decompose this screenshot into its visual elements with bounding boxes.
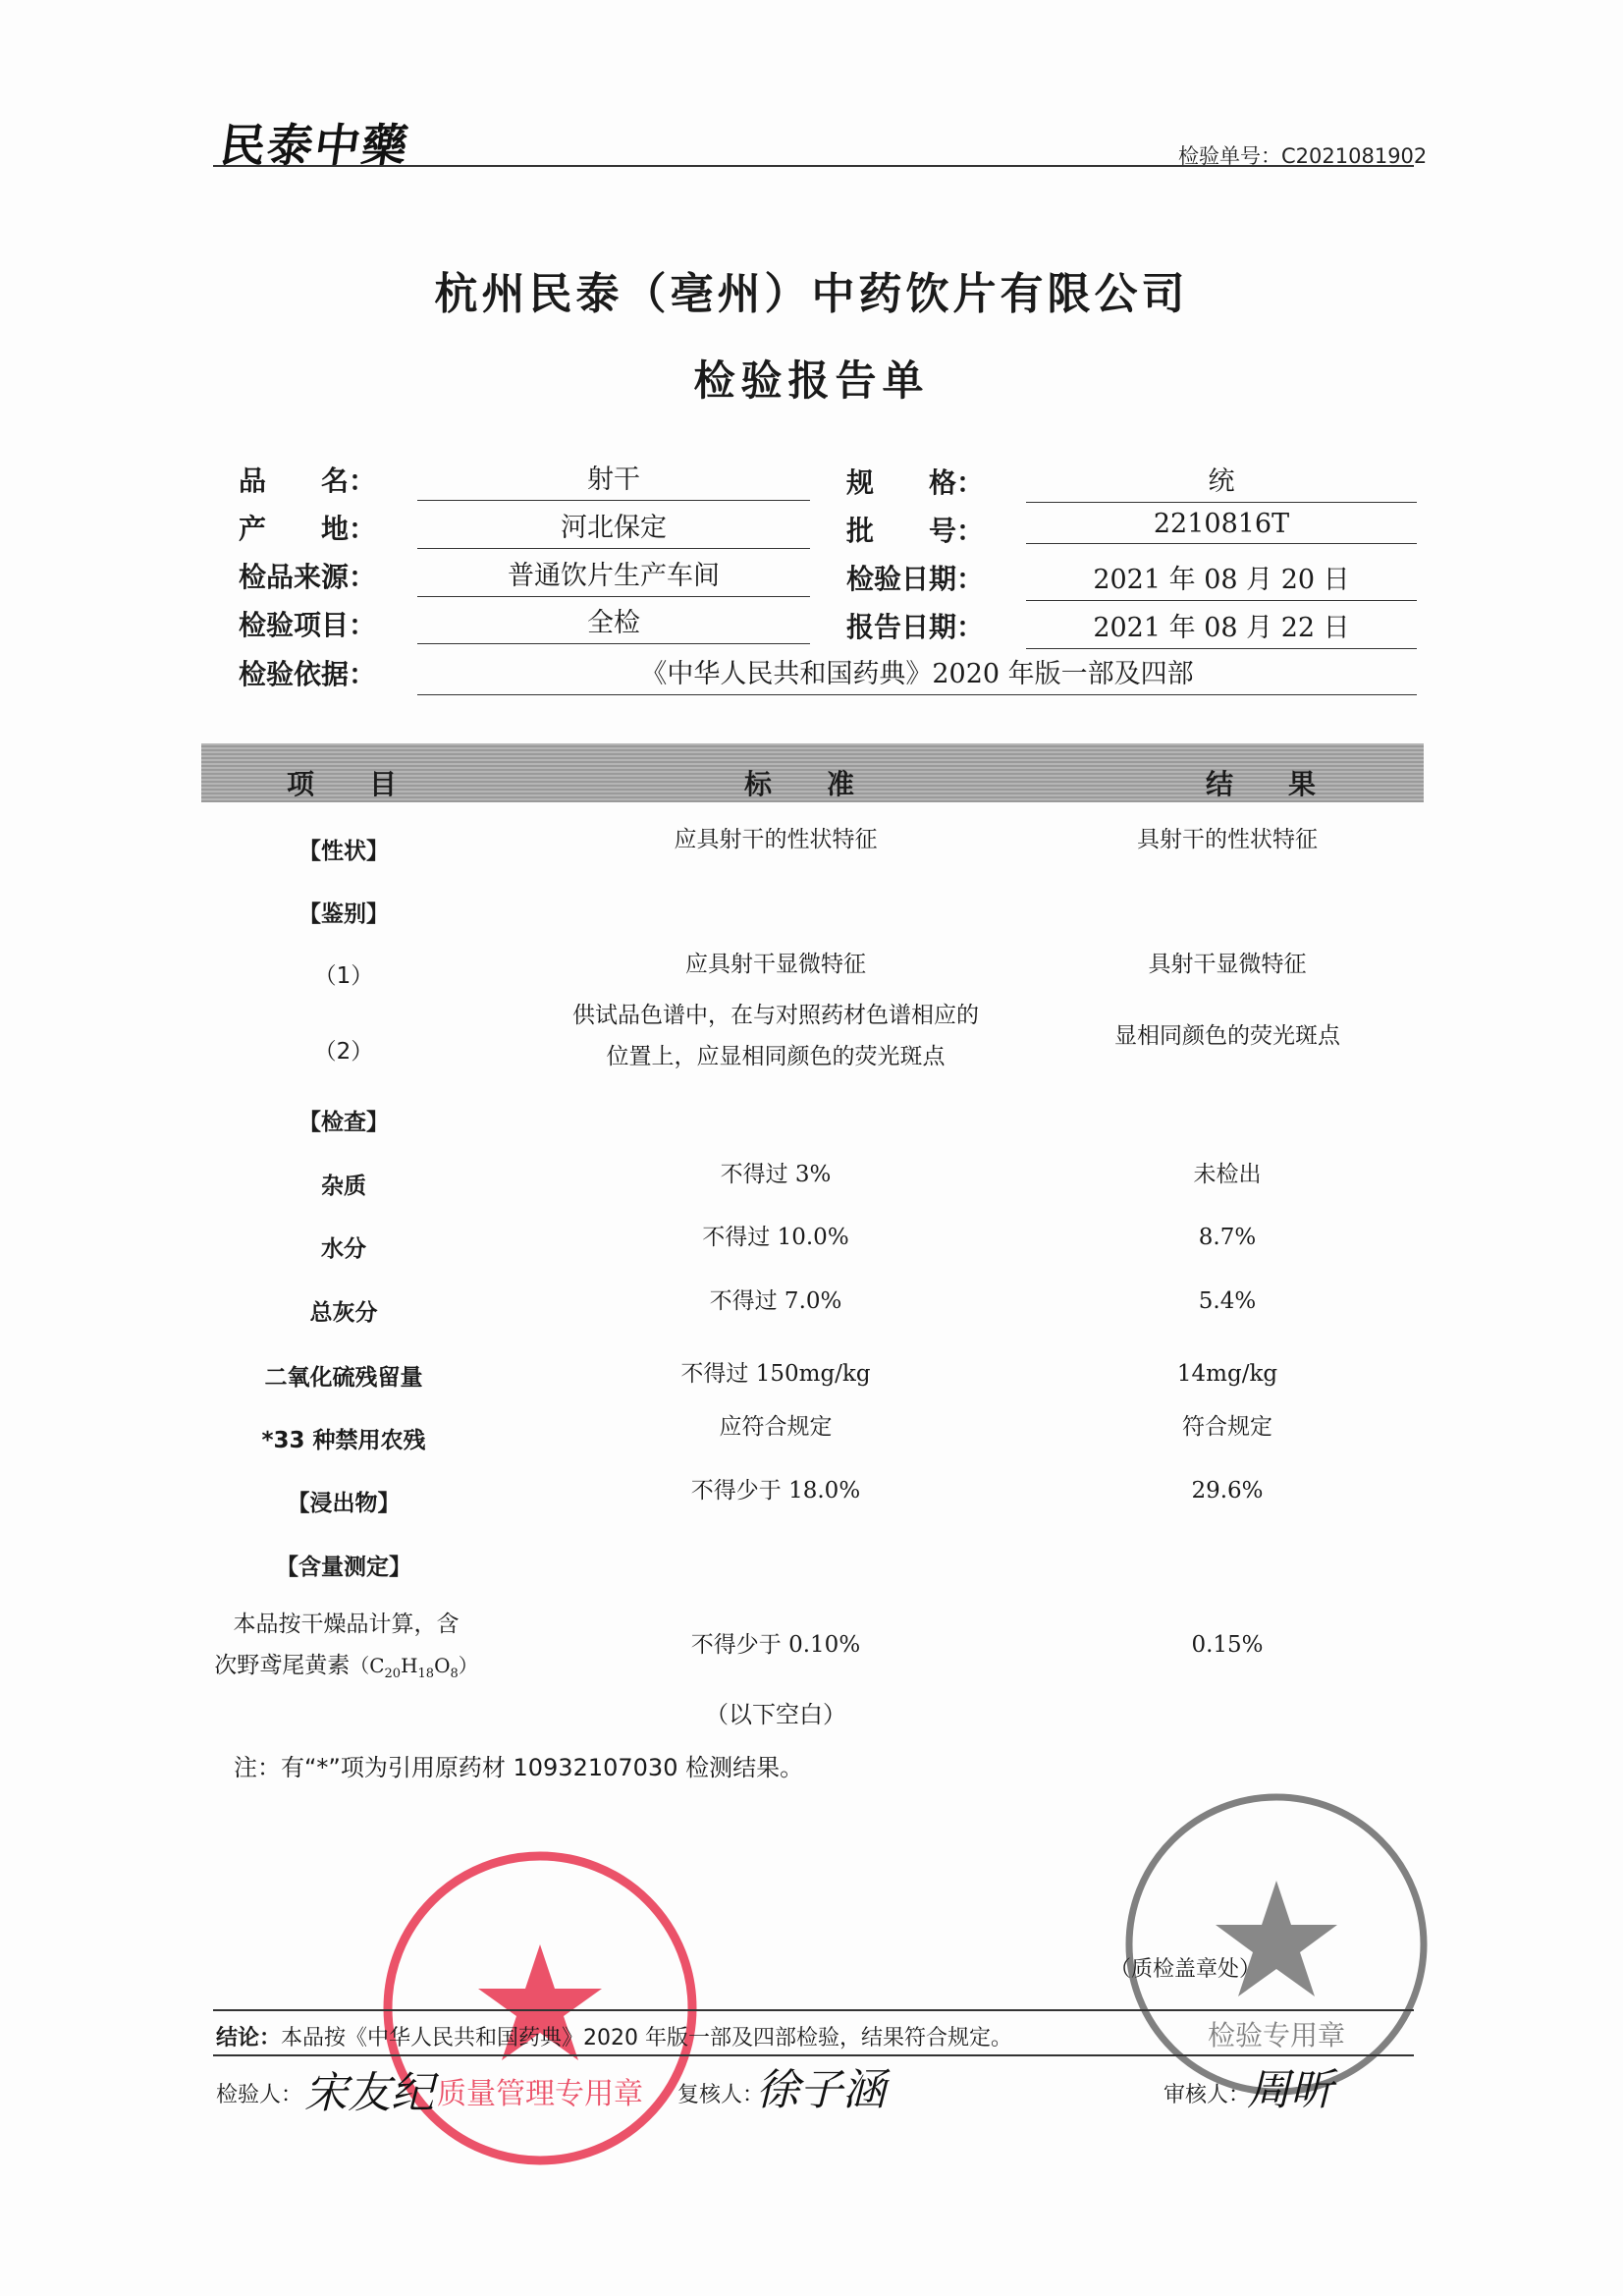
test-date-label: 检验日期：: [846, 563, 985, 595]
row-result: 0.15%: [1191, 1632, 1264, 1658]
items-label: 检验项目：: [239, 609, 377, 641]
report-date-label: 报告日期：: [846, 611, 985, 643]
row-item: 总灰分: [309, 1300, 378, 1326]
batch-value: 2210816T: [1026, 509, 1417, 544]
row-item: 二氧化硫残留量: [264, 1365, 423, 1391]
row-standard: 不得过 7.0%: [709, 1288, 842, 1314]
footnote: 注：有“*”项为引用原药材 10932107030 检测结果。: [234, 1754, 804, 1781]
origin-value: 河北保定: [417, 506, 810, 549]
origin-label: 产 地：: [239, 513, 377, 545]
row-item: 【鉴别】: [298, 902, 389, 927]
row-item: 【检查】: [298, 1110, 389, 1135]
row-standard: 应具射干显微特征: [685, 952, 866, 977]
spec-value: 统: [1026, 460, 1417, 503]
row-result: 未检出: [1193, 1162, 1262, 1187]
header-divider: [213, 165, 1414, 167]
blank-below-marker: （以下空白）: [705, 1701, 846, 1728]
row-standard-line1: 供试品色谱中，在与对照药材色谱相应的: [572, 1003, 979, 1028]
basis-label: 检验依据：: [239, 658, 377, 690]
conclusion: [216, 2021, 1012, 2051]
approver-signature: 周昕: [1247, 2065, 1333, 2115]
row-standard: 不得过 10.0%: [702, 1225, 849, 1250]
row-item: 【含量测定】: [276, 1555, 411, 1580]
test-date-value: 2021 年 08 月 20 日: [1026, 558, 1417, 601]
row-item: （2）: [313, 1039, 374, 1065]
row-result: 显相同颜色的荧光斑点: [1114, 1023, 1340, 1049]
row-item: 水分: [321, 1236, 366, 1262]
document-title: 检验报告单: [693, 356, 930, 405]
batch-label: 批 号：: [846, 515, 985, 547]
company-name: 杭州民泰（亳州）中药饮片有限公司: [434, 269, 1189, 319]
source-label: 检品来源：: [239, 561, 377, 593]
company-logo: 民泰中藥: [216, 119, 413, 172]
name-label: 品 名：: [239, 465, 377, 497]
reviewer-label: 复核人：: [677, 2083, 765, 2107]
report-date-value: 2021 年 08 月 22 日: [1026, 606, 1417, 649]
row-item: 【浸出物】: [287, 1491, 401, 1516]
header-standard: 标 准: [744, 768, 855, 800]
row-standard: 应具射干的性状特征: [674, 827, 878, 852]
row-result: 8.7%: [1198, 1225, 1257, 1250]
conclusion-text: 本品按《中华人民共和国药典》2020 年版一部及四部检验，结果符合规定。: [281, 2026, 1012, 2050]
row-item-line2: 次野鸢尾黄素$(C_{20}H_{18}O_8)$: [214, 1653, 478, 1681]
compound-name: 次野鸢尾黄素: [214, 1653, 351, 1678]
inspector-label: 检验人：: [216, 2083, 303, 2107]
reviewer-signature: 徐子涵: [756, 2065, 886, 2115]
row-result: 5.4%: [1198, 1288, 1257, 1314]
row-result: 符合规定: [1182, 1414, 1272, 1440]
name-value: 射干: [417, 458, 810, 501]
row-result: 具射干的性状特征: [1137, 827, 1318, 852]
svg-text:质量管理专用章: 质量管理专用章: [437, 2077, 643, 2111]
row-standard: 不得过 150mg/kg: [680, 1361, 871, 1387]
header-item: 项 目: [287, 768, 398, 800]
row-standard-line2: 位置上，应显相同颜色的荧光斑点: [606, 1044, 946, 1069]
row-item: *33 种禁用农残: [261, 1428, 426, 1453]
row-item-line1: 本品按干燥品计算，含: [233, 1612, 460, 1637]
row-standard: 不得少于 18.0%: [690, 1478, 861, 1503]
row-standard: 不得少于 0.10%: [690, 1632, 861, 1658]
row-result: 14mg/kg: [1176, 1361, 1278, 1387]
items-value: 全检: [417, 601, 810, 644]
red-quality-stamp: [378, 1846, 702, 2170]
conclusion-top-divider: [213, 2009, 1414, 2011]
inspector-signature: 宋友纪: [304, 2068, 434, 2118]
svg-text:检验专用章: 检验专用章: [1207, 2019, 1346, 2051]
basis-value: 《中华人民共和国药典》2020 年版一部及四部: [417, 652, 1417, 695]
header-result: 结 果: [1206, 768, 1317, 800]
row-item: 【性状】: [298, 839, 389, 864]
row-item: （1）: [313, 963, 374, 989]
conclusion-label: 结论：: [216, 2026, 282, 2050]
stamp-area-note: （质检盖章处）: [1109, 1957, 1262, 1982]
row-standard: 应符合规定: [719, 1414, 833, 1440]
source-value: 普通饮片生产车间: [417, 554, 810, 597]
row-item: 杂质: [321, 1174, 366, 1199]
row-result: 29.6%: [1191, 1478, 1264, 1503]
row-standard: 不得过 3%: [720, 1162, 832, 1187]
spec-label: 规 格：: [846, 466, 985, 499]
report-number: 检验单号：C2021081902: [1178, 144, 1428, 168]
approver-label: 审核人：: [1163, 2083, 1251, 2107]
row-result: 具射干显微特征: [1148, 952, 1307, 977]
